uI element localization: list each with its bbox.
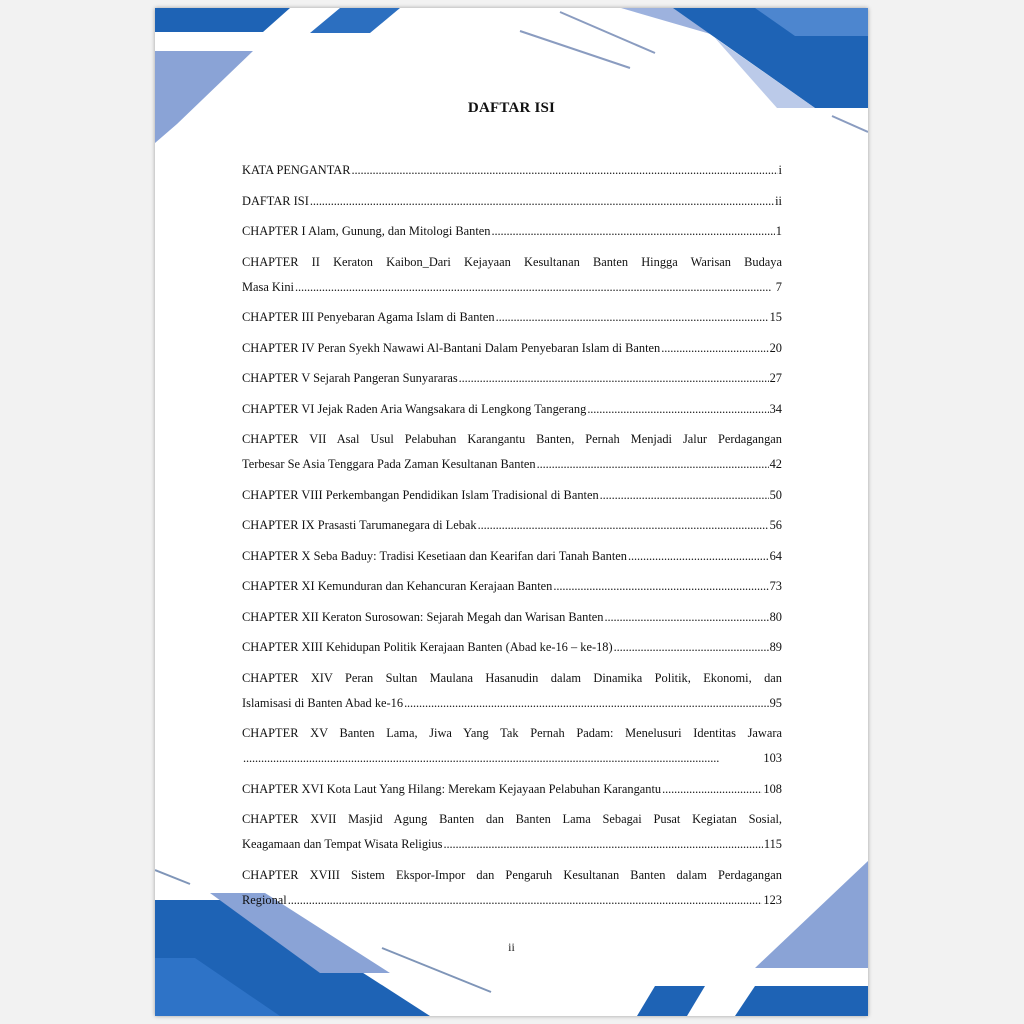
toc-entry-title: Masa Kini	[242, 279, 294, 294]
toc-entry-line	[242, 275, 782, 300]
decor-shape	[155, 51, 253, 143]
toc-entry	[242, 544, 782, 569]
toc-dot-leader	[614, 635, 769, 660]
toc-entry-line	[242, 777, 782, 802]
toc-entry-line	[242, 483, 782, 508]
toc-entry-title-line: CHAPTER XV Banten Lama, Jiwa Yang Tak Pernah Padam: Menelusuri Identitas Jawara	[242, 726, 782, 740]
toc-page-number: 15	[769, 310, 782, 324]
toc-entry-line	[242, 574, 782, 599]
toc-entry-title: CHAPTER I Alam, Gunung, dan Mitologi Banten	[242, 224, 491, 238]
toc-entry-title-line: CHAPTER VII Asal Usul Pelabuhan Karangantu Banten, Pernah Menjadi Jalur Perdagangan	[242, 432, 782, 446]
toc-dot-leader	[243, 746, 762, 771]
toc-entry	[242, 158, 782, 183]
toc-entry-line	[242, 832, 782, 857]
toc-page-number: 56	[769, 518, 782, 532]
toc-entry-title: Terbesar Se Asia Tenggara Pada Zaman Kesultanan Banten	[242, 457, 536, 471]
decor-line	[520, 31, 630, 68]
toc-entry-title: DAFTAR ISI	[242, 193, 309, 208]
toc-page-number: 1	[775, 224, 782, 238]
toc-entry-line	[242, 452, 782, 477]
toc-dot-leader	[628, 544, 769, 569]
toc-entry	[242, 721, 782, 771]
toc-page-number: 103	[763, 751, 782, 765]
toc-entry-title: CHAPTER XI Kemunduran dan Kehancuran Kerajaan Banten	[242, 579, 553, 593]
toc-dot-leader	[661, 336, 768, 361]
toc-entry	[242, 635, 782, 660]
toc-dot-leader	[444, 832, 763, 857]
toc-entry	[242, 483, 782, 508]
toc-entry-line	[242, 158, 782, 183]
toc-dot-leader	[600, 483, 769, 508]
toc-dot-leader	[604, 605, 768, 630]
toc-entry-title: KATA PENGANTAR	[242, 163, 351, 177]
toc-entry	[242, 219, 782, 244]
toc-entry-title: CHAPTER IV Peran Syekh Nawawi Al-Bantani Dalam Penyebaran Islam di Banten	[242, 340, 661, 355]
decor-line	[560, 12, 655, 53]
toc-dot-leader	[478, 513, 769, 538]
toc-dot-leader	[537, 452, 769, 477]
toc-page-number: 80	[769, 609, 782, 624]
toc-dot-leader	[459, 366, 769, 391]
toc-entry-title-line: CHAPTER XVIII Sistem Ekspor-Impor dan Pengaruh Kesultanan Banten dalam Perdagangan	[242, 867, 782, 882]
toc-entry	[242, 427, 782, 477]
toc-page-number: 7	[775, 279, 782, 294]
toc-entry	[242, 305, 782, 330]
toc-page-number: 34	[769, 401, 782, 416]
decor-shape	[735, 986, 868, 1016]
toc-dot-leader	[310, 189, 774, 214]
toc-entry-line	[242, 189, 782, 214]
toc-entry-title: CHAPTER V Sejarah Pangeran Sunyararas	[242, 371, 458, 385]
toc-page-number: 95	[769, 695, 782, 710]
decor-line	[832, 116, 868, 132]
toc-page-number: 20	[769, 340, 782, 355]
toc-entry	[242, 336, 782, 361]
toc-page-number: 73	[769, 579, 782, 593]
toc-entry-title: CHAPTER IX Prasasti Tarumanegara di Lebak	[242, 518, 477, 532]
toc-dot-leader	[553, 574, 768, 599]
table-of-contents	[242, 158, 782, 918]
toc-entry-line	[242, 888, 782, 913]
toc-entry-title: CHAPTER XII Keraton Surosowan: Sejarah Megah dan Warisan Banten	[242, 609, 604, 624]
toc-dot-leader	[492, 219, 775, 244]
decor-shape	[155, 8, 290, 32]
toc-page-number: 108	[763, 781, 782, 796]
toc-page-number: 42	[769, 457, 782, 471]
toc-entry-line	[242, 635, 782, 660]
toc-entry	[242, 574, 782, 599]
toc-entry-line	[242, 305, 782, 330]
toc-entry-title: CHAPTER X Seba Baduy: Tradisi Kesetiaan dan Kearifan dari Tanah Banten	[242, 548, 627, 563]
toc-dot-leader	[662, 777, 762, 802]
toc-entry-line	[242, 397, 782, 422]
toc-dot-leader	[587, 397, 768, 422]
toc-entry-title: CHAPTER XVI Kota Laut Yang Hilang: Merekam Kejayaan Pelabuhan Karangantu	[242, 781, 662, 796]
toc-entry	[242, 366, 782, 391]
toc-entry-title: CHAPTER XIII Kehidupan Politik Kerajaan Banten (Abad ke-16 – ke-18)	[242, 640, 613, 654]
toc-entry-line	[242, 366, 782, 391]
toc-entry	[242, 605, 782, 630]
toc-page-number: 89	[769, 640, 782, 654]
toc-entry-title: Islamisasi di Banten Abad ke-16	[242, 695, 404, 710]
toc-entry-line	[242, 746, 782, 771]
toc-entry-title: Regional	[242, 892, 287, 907]
toc-entry	[242, 189, 782, 214]
document-page	[155, 8, 868, 1016]
toc-entry-line	[242, 513, 782, 538]
toc-dot-leader	[352, 158, 778, 183]
toc-page-number: ii	[775, 193, 782, 208]
toc-entry-title: Keagamaan dan Tempat Wisata Religius	[242, 837, 443, 851]
toc-page-number: 50	[769, 487, 782, 502]
toc-entry-title-line: CHAPTER XVII Masjid Agung Banten dan Banten Lama Sebagai Pusat Kegiatan Sosial,	[242, 812, 782, 826]
decor-shape	[637, 986, 705, 1016]
toc-entry	[242, 397, 782, 422]
toc-entry-title: CHAPTER VI Jejak Raden Aria Wangsakara di Lengkong Tangerang	[242, 401, 587, 416]
toc-entry	[242, 666, 782, 716]
toc-dot-leader	[288, 888, 763, 913]
toc-entry-line	[242, 605, 782, 630]
toc-entry-line	[242, 219, 782, 244]
toc-page-number: i	[778, 163, 782, 177]
toc-entry	[242, 807, 782, 857]
toc-entry	[242, 777, 782, 802]
toc-dot-leader	[404, 691, 769, 716]
toc-entry-title: CHAPTER III Penyebaran Agama Islam di Banten	[242, 310, 495, 324]
toc-entry-line	[242, 336, 782, 361]
toc-page-number: 115	[763, 837, 782, 851]
toc-dot-leader	[496, 305, 769, 330]
toc-page-number: 27	[769, 371, 782, 385]
toc-page-number: 64	[769, 548, 782, 563]
toc-dot-leader	[295, 275, 775, 300]
toc-entry-title: CHAPTER VIII Perkembangan Pendidikan Islam Tradisional di Banten	[242, 487, 599, 502]
toc-entry-line	[242, 691, 782, 716]
page-title: DAFTAR ISI	[467, 100, 556, 116]
toc-entry-line	[242, 544, 782, 569]
toc-entry-title-line: CHAPTER XIV Peran Sultan Maulana Hasanudin dalam Dinamika Politik, Ekonomi, dan	[242, 670, 782, 685]
toc-entry	[242, 863, 782, 913]
toc-entry	[242, 250, 782, 300]
toc-entry-title-line: CHAPTER II Keraton Kaibon_Dari Kejayaan Kesultanan Banten Hingga Warisan Budaya	[242, 254, 782, 269]
toc-entry	[242, 513, 782, 538]
toc-page-number: 123	[763, 892, 782, 907]
decor-line	[155, 870, 190, 884]
decor-shape	[310, 8, 400, 33]
page-number: ii	[508, 940, 515, 954]
